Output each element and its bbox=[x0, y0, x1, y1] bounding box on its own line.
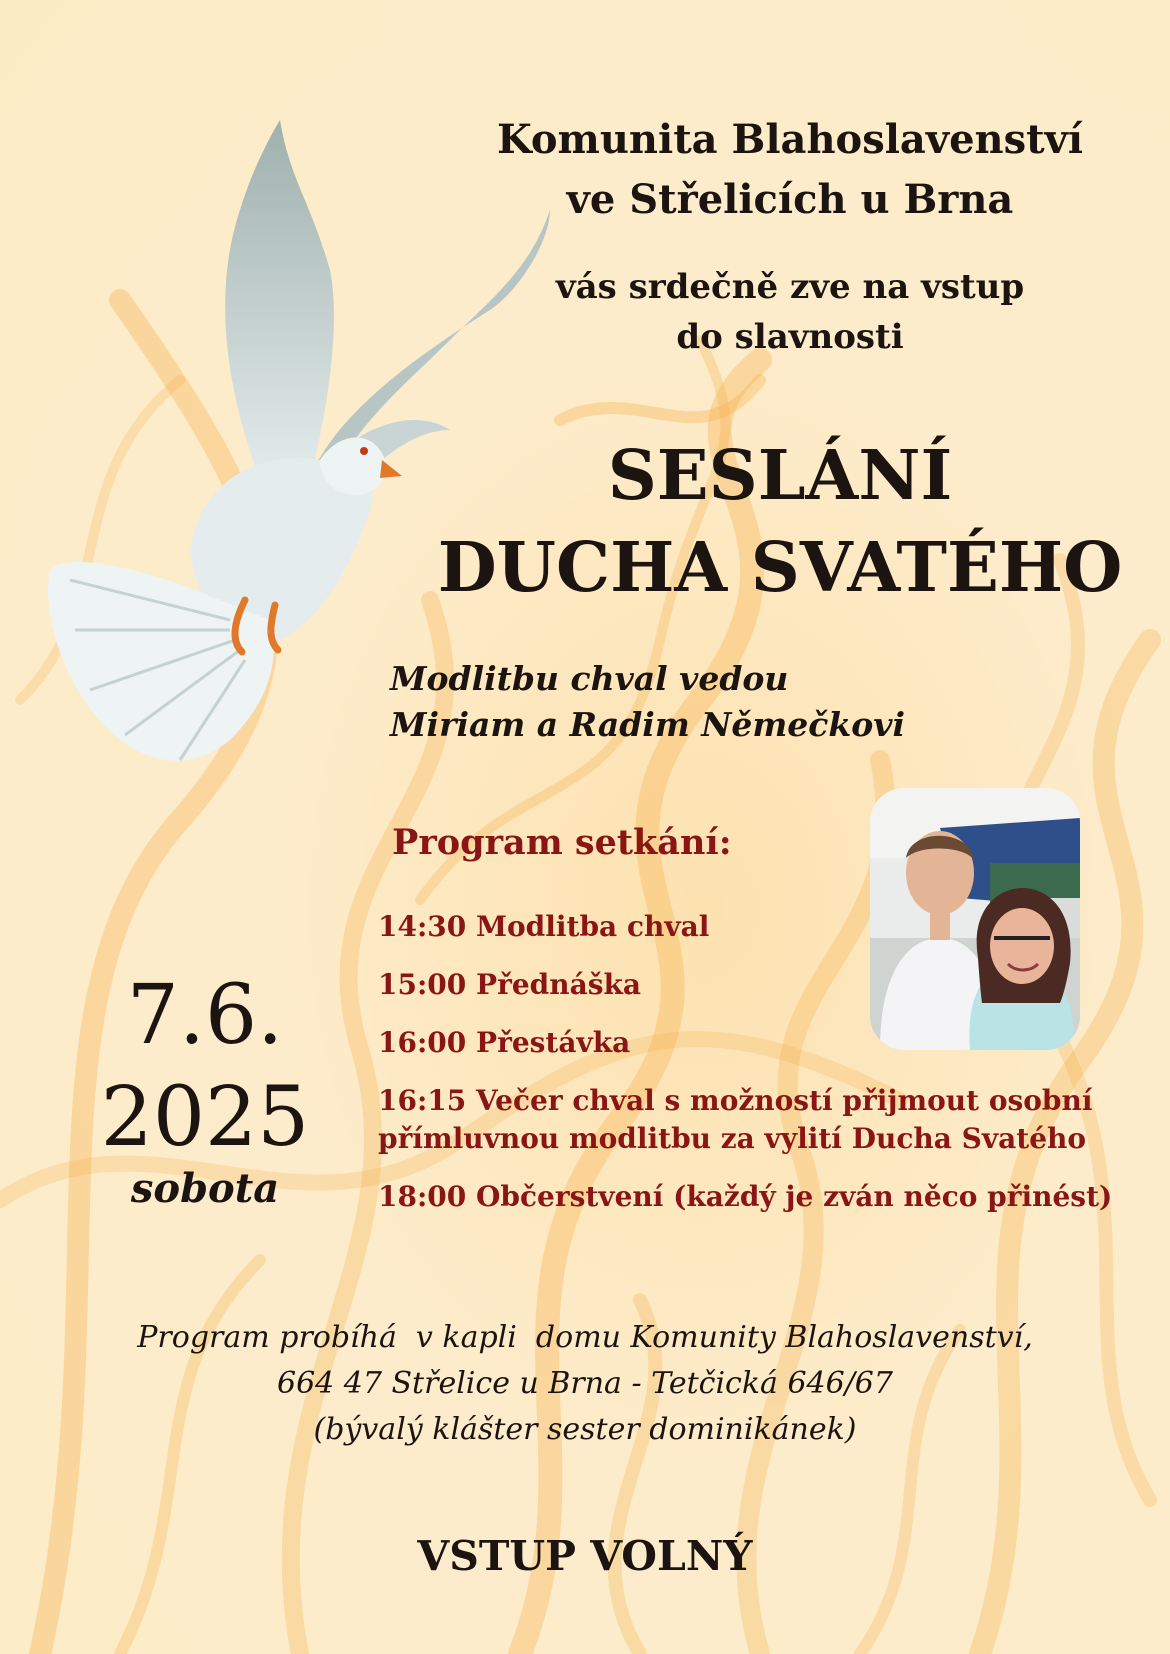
worship-leaders bbox=[390, 656, 905, 748]
invitation-line-2: do slavnosti bbox=[676, 317, 904, 357]
leaders-line-1: Modlitbu chval vedou bbox=[390, 659, 789, 698]
program-item: 18:00 Občerstvení (každý je zván něco přinést) bbox=[378, 1180, 1113, 1213]
invitation-text bbox=[530, 262, 1050, 362]
program-item: 16:00 Přestávka bbox=[378, 1026, 631, 1059]
organizer-location: ve Střelicích u Brna bbox=[566, 176, 1014, 223]
date-weekday: sobota bbox=[130, 1165, 280, 1212]
location-line-2: 664 47 Střelice u Brna - Tetčická 646/67 bbox=[277, 1366, 893, 1401]
program-item-line-2: přímluvnou modlitbu za vylití Ducha Svatého bbox=[378, 1122, 1087, 1155]
date-year: 2025 bbox=[100, 1070, 310, 1165]
leaders-line-2: Miriam a Radim Němečkovi bbox=[390, 705, 905, 744]
event-title bbox=[430, 430, 1130, 614]
program-item-line-1: 16:15 Večer chval s možností přijmout osobní bbox=[378, 1084, 1093, 1117]
organizer-name: Komunita Blahoslavenství bbox=[496, 116, 1084, 163]
invitation-line-1: vás srdečně zve na vstup bbox=[555, 267, 1025, 307]
program-heading: Program setkání: bbox=[392, 822, 732, 863]
location-line-3: (bývalý klášter sester dominikánek) bbox=[313, 1412, 857, 1447]
leaders-photo bbox=[870, 788, 1080, 1050]
location bbox=[0, 1315, 1170, 1453]
event-title-line-2: DUCHA SVATÉHO bbox=[437, 528, 1123, 608]
program-item: 14:30 Modlitba chval bbox=[378, 910, 710, 943]
free-entry: VSTUP VOLNÝ bbox=[417, 1532, 753, 1580]
organizer bbox=[450, 110, 1130, 230]
program-item: 15:00 Přednáška bbox=[378, 968, 642, 1001]
date-day-month: 7.6. bbox=[126, 968, 284, 1063]
program-item bbox=[378, 1082, 1112, 1158]
location-line-1: Program probíhá v kapli domu Komunity Blahoslavenství, bbox=[137, 1320, 1033, 1355]
event-title-line-1: SESLÁNÍ bbox=[607, 436, 953, 516]
event-date bbox=[90, 965, 320, 1169]
leaders-photo-image bbox=[870, 788, 1080, 1050]
